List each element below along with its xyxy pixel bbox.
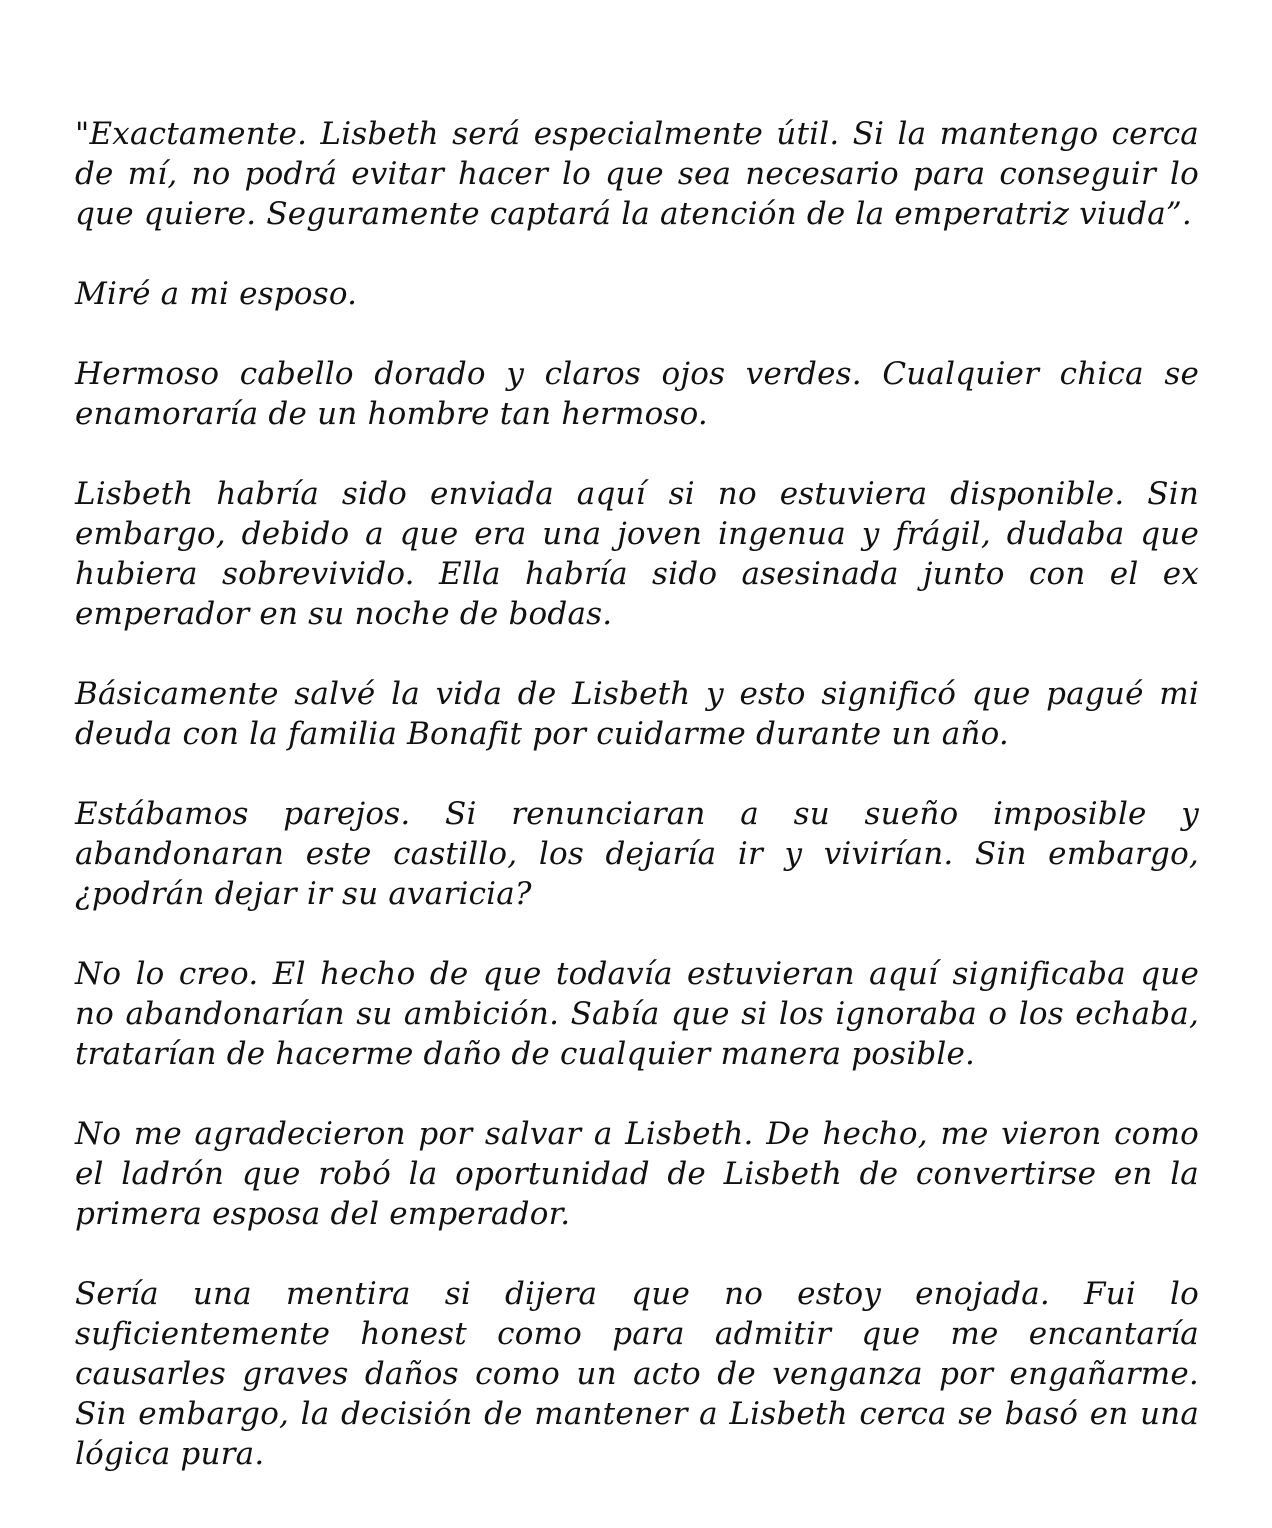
document-page [75,114,1199,1474]
paragraph: Básicamente salvé la vida de Lisbeth y esto significó que pagué mi deuda con la familia Bonafit por cuidarme durante un año. [75,676,1199,752]
paragraph: Estábamos parejos. Si renunciaran a su sueño imposible y abandonaran este castillo, los dejaría ir y vivirían. Sin embargo, ¿podrán dejar ir su avaricia? [75,796,1199,912]
paragraph: No lo creo. El hecho de que todavía estuvieran aquí significaba que no abandonarían su ambición. Sabía que si los ignoraba o los echaba, tratarían de hacerme daño de cualquier manera posible. [75,956,1199,1072]
paragraph: Miré a mi esposo. [75,276,358,312]
paragraph: No me agradecieron por salvar a Lisbeth. De hecho, me vieron como el ladrón que robó la oportunidad de Lisbeth de convertirse en la primera esposa del emperador. [75,1116,1199,1232]
paragraph: Sería una mentira si dijera que no estoy enojada. Fui lo suficientemente honest como para admitir que me encantaría causarles graves daños como un acto de venganza por engañarme. Sin embargo, la decisión de mantener a Lisbeth cerca se basó en una lógica pura. [75,1276,1199,1472]
paragraph: Lisbeth habría sido enviada aquí si no estuviera disponible. Sin embargo, debido a que era una joven ingenua y frágil, dudaba que hubiera sobrevivido. Ella habría sido asesinada junto con el ex emperador en su noche de bodas. [75,476,1199,632]
paragraph: "Exactamente. Lisbeth será especialmente útil. Si la mantengo cerca de mí, no podrá evitar hacer lo que sea necesario para conseguir lo que quiere. Seguramente captará la atención de la emperatriz viuda”. [75,116,1199,232]
paragraph: Hermoso cabello dorado y claros ojos verdes. Cualquier chica se enamoraría de un hombre tan hermoso. [75,356,1199,432]
